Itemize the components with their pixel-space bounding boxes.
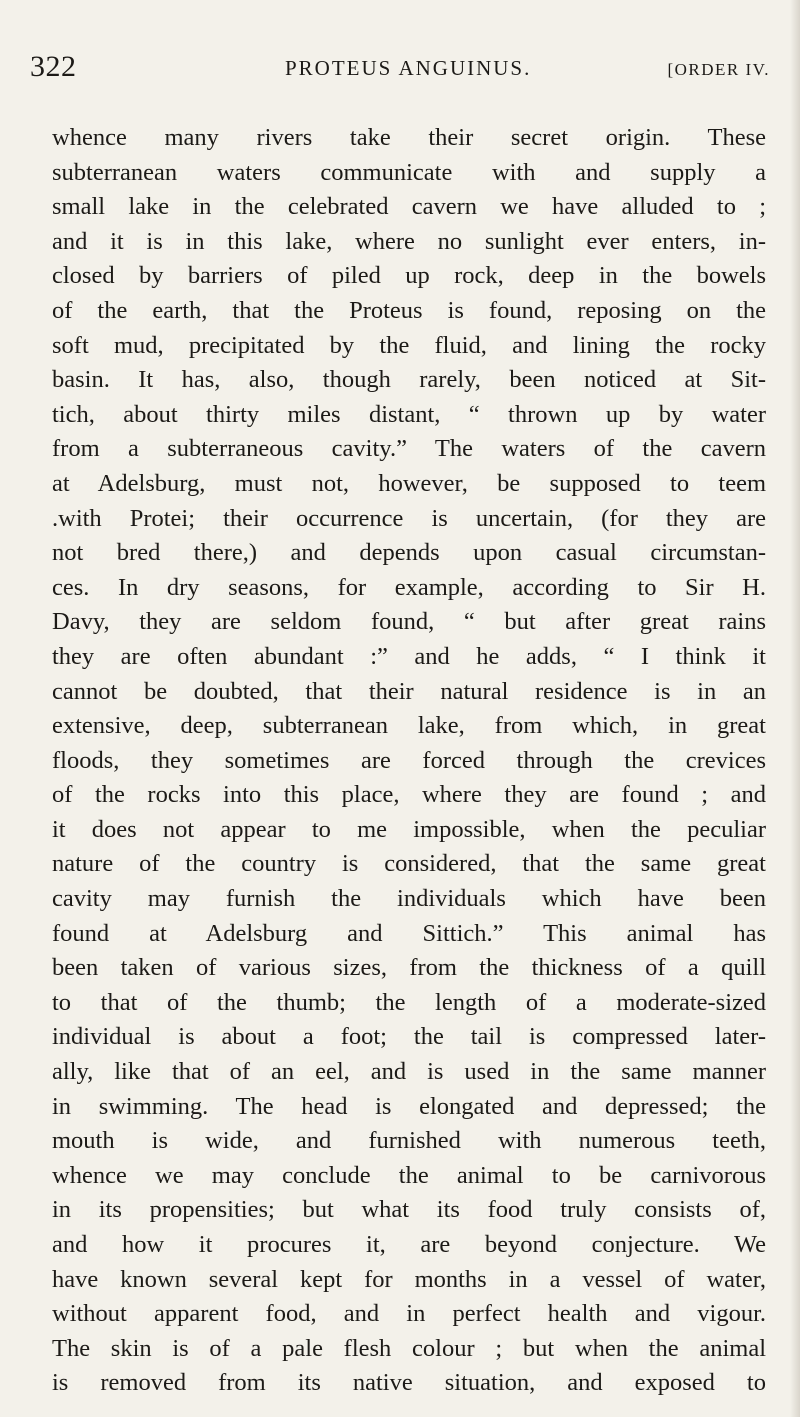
text-line: from a subterraneous cavity.” The waters of the cavern xyxy=(52,435,766,463)
text-line: The skin is of a pale flesh colour ; but when the animal xyxy=(52,1334,766,1362)
text-line: without apparent food, and in perfect health and vigour. xyxy=(52,1300,766,1328)
running-title: PROTEUS ANGUINUS. xyxy=(285,56,532,80)
text-line: been taken of various sizes, from the thickness of a quill xyxy=(52,954,766,982)
text-line: in its propensities; but what its food truly consists of, xyxy=(52,1196,766,1224)
text-line: and it is in this lake, where no sunlight ever enters, in- xyxy=(52,227,766,255)
text-line: of the earth, that the Proteus is found, reposing on the xyxy=(52,296,766,324)
text-line: closed by barriers of piled up rock, deep in the bowels xyxy=(52,262,766,290)
text-line: it does not appear to me impossible, when the peculiar xyxy=(52,815,766,843)
text-line: have known several kept for months in a vessel of water, xyxy=(52,1265,766,1293)
text-line: and how it procures it, are beyond conjecture. We xyxy=(52,1231,766,1258)
page-number: 322 xyxy=(30,50,77,83)
text-line: found at Adelsburg and Sittich.” This animal has xyxy=(52,919,766,947)
text-line: individual is about a foot; the tail is compressed later- xyxy=(52,1023,766,1051)
text-line: of the rocks into this place, where they are found ; and xyxy=(52,781,766,809)
text-line: cavity may furnish the individuals which have been xyxy=(52,885,766,913)
text-line: cannot be doubted, that their natural residence is in an xyxy=(52,677,766,705)
text-line: to that of the thumb; the length of a moderate-sized xyxy=(52,988,766,1016)
text-line: Davy, they are seldom found, “ but after great rains xyxy=(52,608,766,636)
order-label: [ORDER IV. xyxy=(667,60,770,79)
text-line: is removed from its native situation, and exposed to xyxy=(52,1369,766,1397)
text-line: .with Protei; their occurrence is uncertain, (for they are xyxy=(52,504,766,532)
text-line: ces. In dry seasons, for example, according to Sir H. xyxy=(52,573,766,601)
text-line: soft mud, precipitated by the fluid, and lining the rocky xyxy=(52,331,766,359)
text-line: subterranean waters communicate with and supply a xyxy=(52,158,766,186)
text-line: basin. It has, also, though rarely, been noticed at Sit- xyxy=(52,366,766,394)
text-line: extensive, deep, subterranean lake, from which, in great xyxy=(52,712,766,740)
body-text xyxy=(52,121,766,1401)
text-line: not bred there,) and depends upon casual circumstan- xyxy=(52,539,766,567)
running-head xyxy=(30,50,770,90)
text-line: ally, like that of an eel, and is used in the same manner xyxy=(52,1058,766,1086)
text-line: in swimming. The head is elongated and depressed; the xyxy=(52,1092,766,1120)
text-line: mouth is wide, and furnished with numerous teeth, xyxy=(52,1127,766,1155)
text-line: small lake in the celebrated cavern we have alluded to ; xyxy=(52,193,766,221)
text-line: whence we may conclude the animal to be carnivorous xyxy=(52,1161,766,1189)
text-line: tich, about thirty miles distant, “ thrown up by water xyxy=(52,400,766,428)
page-edge-shadow xyxy=(790,0,800,1417)
text-line: at Adelsburg, must not, however, be supposed to teem xyxy=(52,469,766,497)
text-line: floods, they sometimes are forced through the crevices xyxy=(52,746,766,774)
text-line: they are often abundant :” and he adds, “ I think it xyxy=(52,642,766,670)
text-line: whence many rivers take their secret origin. These xyxy=(52,124,766,151)
text-line: nature of the country is considered, that the same great xyxy=(52,850,766,878)
